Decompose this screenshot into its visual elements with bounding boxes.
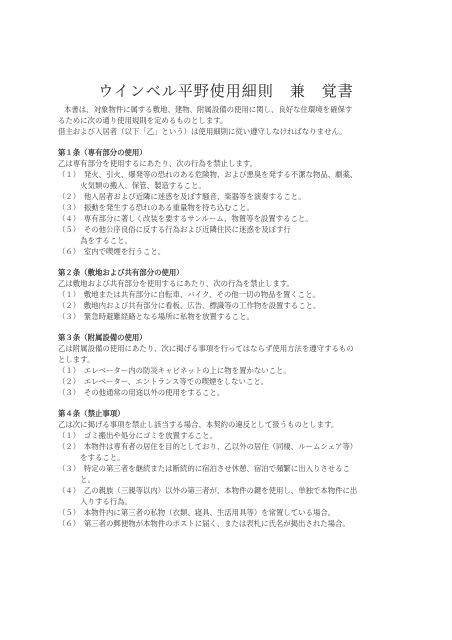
section-line: （４） 専有部分に著しく改装を要するサンルーム、物置等を設置すること。: [58, 214, 313, 223]
section-line: （３） 振動を発生する恐れのある重量物を持ち込むこと。: [58, 203, 254, 212]
section-line: （２） 敷地内および共有部分に看板、広告、標識等の工作物を設置すること。: [58, 301, 321, 310]
intro-line: 本書は、対象物件に属する敷地、建物、附属設備の使用に関し、良好な住環境を確保す: [64, 105, 353, 114]
document-title: ウインベル平野使用細則 兼 覚書: [98, 82, 354, 100]
section-line: （５） 本物件内に第三者の私物（衣類、寝具、生活用具等）を常置している場合。: [58, 508, 336, 517]
section-heading: 第３条（附属設備の使用）: [58, 333, 147, 342]
section-line: 火気類の搬入、保管、製造すること。: [58, 181, 206, 190]
section-line: 入りする行為。: [58, 497, 132, 506]
section-line: と。: [58, 475, 95, 484]
section-line: （３） その他通常の用途以外の使用をすること。: [58, 388, 225, 397]
section-line: （３） 緊急時避難経路となる場所に私物を放置すること。: [58, 312, 254, 321]
section-line: （２） 本物件は専有者の居住を目的としており、乙以外の居住（同棲、ルームシェア等）: [58, 442, 358, 451]
section-line: 乙は専有部分を使用するにあたり、次の行為を禁止します。: [58, 159, 257, 168]
section-heading: 第１条（専有部分の使用）: [58, 148, 147, 157]
section-line: （１） 敷地または共有部分に自転車、バイク、その他一切の物品を置くこと。: [58, 290, 320, 299]
section-line: （１） ゴミ搬出や処分にゴミを放置すること。: [58, 431, 217, 440]
section-line: （２） 他入居者および近隣に迷惑を及ぼす騒音、楽器等を演奏すること。: [58, 192, 306, 201]
section-heading: 第２条（敷地および共有部分の使用）: [58, 268, 184, 277]
section-heading: 第４条（禁止事項）: [58, 409, 125, 418]
section-line: とします。: [58, 355, 95, 364]
section-line: （４） 乙の親族（三親等以内）以外の第三者が、本物件の鍵を使用し、単独で本物件に出: [58, 486, 358, 495]
section-line: をすること。: [58, 453, 125, 462]
section-line: 乙は次に掲げる事項を禁止し該当する場合、本契約の違反として扱うものとします。: [58, 420, 339, 429]
section-line: （１） 発火、引火、爆発等の恐れのある危険物、および悪臭を発する不潔な物品、劇薬、: [58, 170, 358, 179]
section-line: 為をすること。: [58, 236, 132, 245]
section-line: 乙は附属設備の使用にあたり、次に掲げる事項を行ってはならず使用方法を遵守するもの: [58, 344, 354, 353]
section-line: （３） 特定の第三者を継続または断続的に宿泊させ休憩、宿泊で頻繁に出入りさせるこ: [58, 464, 350, 473]
section-line: （１） エレベーター内の防災キャビネットの上に物を置かないこと。: [58, 366, 291, 375]
section-line: （２） エレベーター、エントランス等での喫煙をしないこと。: [58, 377, 269, 386]
intro-line: 借主および入居者（以下「乙」という）は使用細則に従い遵守しなければなりません。: [58, 127, 347, 136]
section-line: 乙は敷地および共有部分を使用するにあたり、次の行為を禁止します。: [58, 279, 294, 288]
section-line: （６） 第三者の郵便物が本物件のポストに届く、または表札に氏名が掲出された場合。: [58, 519, 350, 528]
section-line: （５） その他公序良俗に反する行為および近隣住民に迷惑を及ぼす行: [58, 225, 291, 234]
section-line: （６） 室内で喫煙を行うこと。: [58, 247, 166, 256]
intro-line: るために次の通り使用規則を定めるものとします。: [58, 116, 228, 125]
